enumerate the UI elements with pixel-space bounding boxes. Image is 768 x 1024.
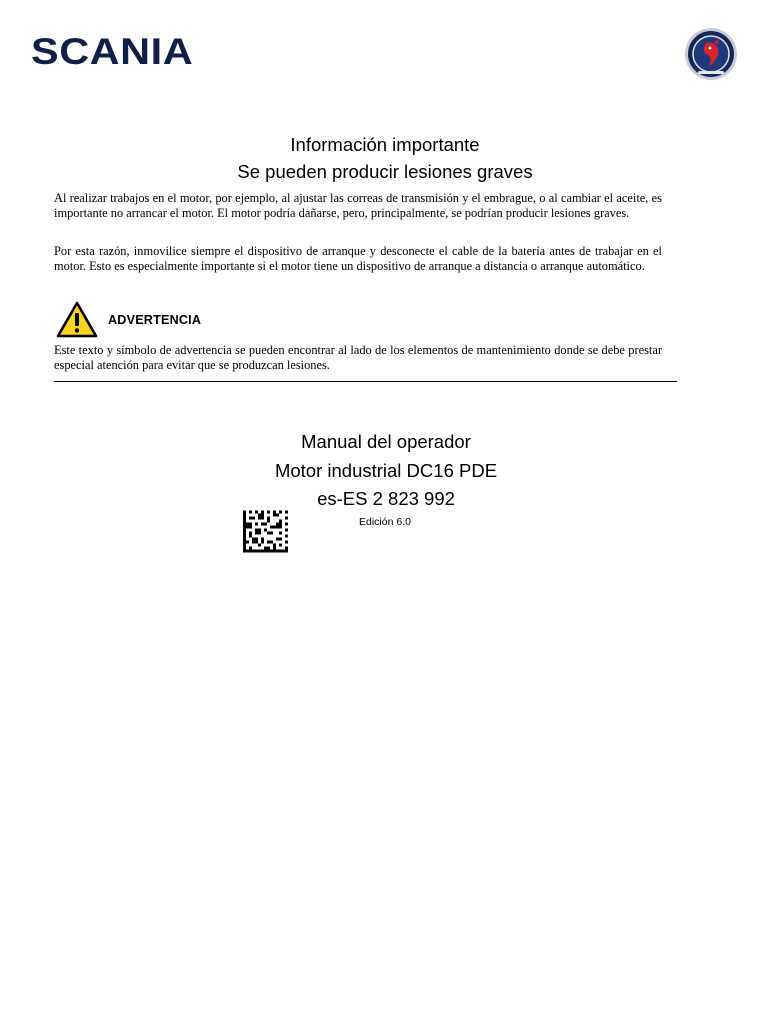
warning-label: ADVERTENCIA	[108, 313, 202, 327]
important-title: Información importante	[290, 134, 480, 155]
datamatrix-code-icon	[243, 510, 288, 553]
important-paragraph-2: Por esta razón, inmovilice siempre el dispositivo de arranque y desconecte el cable de la batería antes de trabajar en el motor. Esto es especialmente importante si el motor tiene un dispositivo de arranque a distancia o arranque automático.	[54, 244, 662, 273]
edition-label: Edición 6.0	[359, 516, 411, 528]
manual-engine: Motor industrial DC16 PDE	[274, 459, 498, 481]
important-subtitle: Se pueden producir lesiones graves	[237, 161, 533, 182]
manual-title-block	[0, 428, 768, 514]
manual-title: Manual del operador	[301, 431, 471, 452]
scania-logo: SCANIA	[31, 31, 194, 72]
warning-text: Este texto y símbolo de advertencia se pueden encontrar al lado de los elementos de mantenimiento donde se debe prestar especial atención para evitar que se produzcan lesiones.	[54, 343, 662, 372]
manual-code: es-ES 2 823 992	[317, 488, 455, 509]
scania-griffin-emblem-icon	[684, 27, 738, 81]
important-header	[0, 131, 768, 185]
important-paragraph-1: Al realizar trabajos en el motor, por ejemplo, al ajustar las correas de transmisión y el embrague, o al cambiar el aceite, es importante no arrancar el motor. El motor podría dañarse, pero, principalmente, se podrían producir lesiones graves.	[54, 191, 662, 220]
section-divider	[54, 381, 677, 382]
warning-triangle-icon	[56, 301, 98, 338]
